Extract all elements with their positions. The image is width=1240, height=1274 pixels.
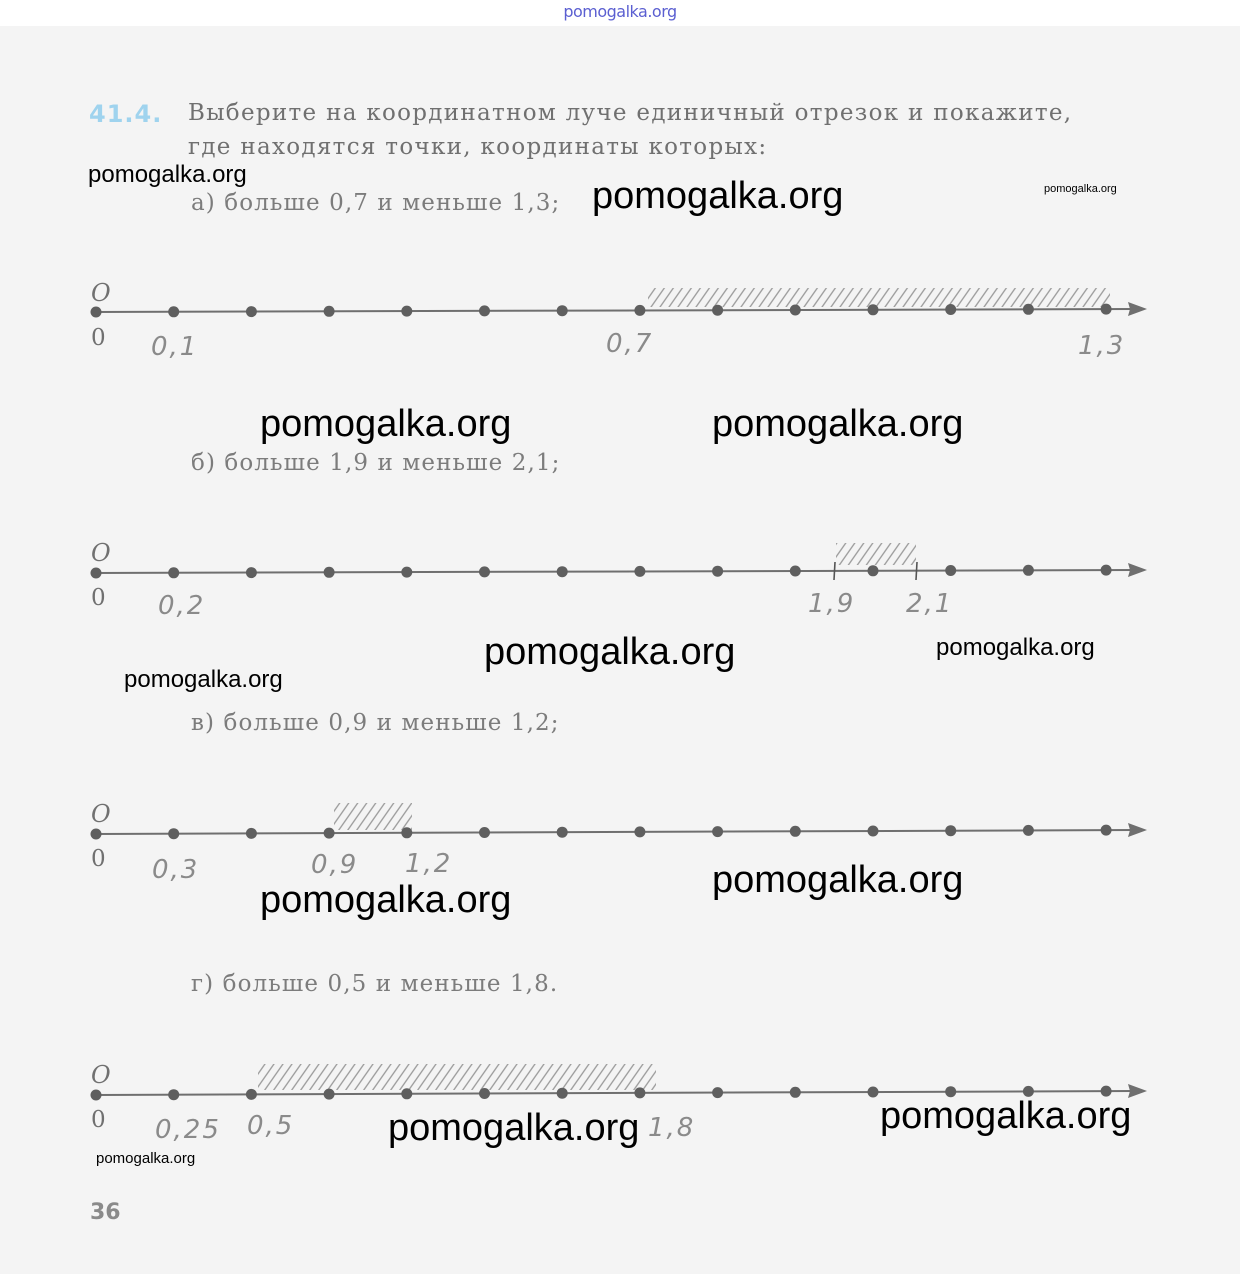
- watermark-9: pomogalka.org: [712, 859, 964, 901]
- axis-point: [868, 304, 879, 315]
- tick-2-1: [916, 562, 917, 580]
- axis-point: [401, 827, 412, 838]
- watermark-2: pomogalka.org: [592, 175, 844, 217]
- axis-point: [868, 826, 879, 837]
- axis-point: [324, 306, 335, 317]
- part-g-label: г) больше 0,5 и меньше 1,8.: [191, 971, 559, 997]
- watermark-13: pomogalka.org: [96, 1150, 196, 1167]
- axis-point: [945, 304, 956, 315]
- interval-hatch-v: [334, 803, 412, 830]
- axis-arrow-v: [1128, 823, 1147, 837]
- axis-point: [324, 1089, 335, 1100]
- axis-point: [712, 826, 723, 837]
- axis-point: [557, 305, 568, 316]
- part-b-label: б) больше 1,9 и меньше 2,1;: [191, 450, 561, 476]
- axis-point: [945, 565, 956, 576]
- origin-letter-v: O: [91, 800, 111, 828]
- axis-point: [168, 1089, 179, 1100]
- axis-point: [712, 566, 723, 577]
- axis-point: [168, 567, 179, 578]
- origin-letter-g: O: [91, 1061, 111, 1089]
- axis-point: [168, 306, 179, 317]
- watermark-7: pomogalka.org: [936, 634, 1095, 661]
- watermark-6: pomogalka.org: [484, 631, 736, 673]
- part-v-label: в) больше 0,9 и меньше 1,2;: [191, 710, 560, 736]
- axis-point: [634, 1087, 645, 1098]
- watermark-12: pomogalka.org: [388, 1107, 640, 1149]
- axis-point: [712, 305, 723, 316]
- axis-point: [634, 305, 645, 316]
- watermark-8: pomogalka.org: [124, 666, 283, 693]
- interval-hatch-b: [836, 543, 916, 565]
- axis-point: [91, 1090, 102, 1101]
- hand-label-a-2: 0,7: [606, 329, 654, 359]
- zero-label-b: 0: [91, 585, 106, 611]
- axis-point: [1023, 565, 1034, 576]
- problem-text-line1: Выберите на координатном луче единичный отрезок и покажите,: [188, 100, 1073, 126]
- axis-point: [479, 827, 490, 838]
- top-watermark: pomogalka.org: [563, 2, 677, 21]
- axis-point: [1023, 304, 1034, 315]
- axis-point: [790, 305, 801, 316]
- part-a-label: а) больше 0,7 и меньше 1,3;: [191, 190, 561, 216]
- axis-point: [1101, 565, 1112, 576]
- axis-point: [401, 306, 412, 317]
- problem-text-line2: где находятся точки, координаты которых:: [188, 134, 768, 160]
- axis-arrow-b: [1128, 563, 1147, 577]
- zero-label-g: 0: [91, 1107, 106, 1133]
- axis-point: [1101, 304, 1112, 315]
- watermark-4: pomogalka.org: [260, 403, 512, 445]
- hand-label-b-1: 0,2: [158, 591, 206, 621]
- origin-letter-a: O: [91, 279, 111, 307]
- interval-hatch-a: [648, 288, 1110, 307]
- axis-point: [1101, 825, 1112, 836]
- axis-point: [790, 1087, 801, 1098]
- watermark-3: pomogalka.org: [1044, 183, 1117, 195]
- number-line-b: [91, 539, 1148, 621]
- axis-point: [557, 566, 568, 577]
- zero-label-v: 0: [91, 846, 106, 872]
- axis-point: [91, 307, 102, 318]
- hand-label-v-2: 0,9: [311, 850, 359, 880]
- axis-point: [479, 1088, 490, 1099]
- watermark-1: pomogalka.org: [88, 161, 247, 188]
- axis-point: [557, 827, 568, 838]
- watermark-10: pomogalka.org: [260, 879, 512, 921]
- hand-label-b-3: 2,1: [906, 589, 954, 619]
- axis-point: [557, 1088, 568, 1099]
- axis-point: [324, 567, 335, 578]
- axis-point: [790, 566, 801, 577]
- axis-point: [401, 1088, 412, 1099]
- axis-point: [246, 567, 257, 578]
- page-number: 36: [90, 1200, 121, 1225]
- watermark-11: pomogalka.org: [880, 1095, 1132, 1137]
- hand-label-a-1: 0,1: [151, 332, 199, 362]
- axis-point: [324, 828, 335, 839]
- hand-label-g-3: 1,8: [648, 1113, 696, 1143]
- axis-point: [868, 565, 879, 576]
- watermark-5: pomogalka.org: [712, 403, 964, 445]
- axis-point: [634, 826, 645, 837]
- axis-point: [634, 566, 645, 577]
- axis-point: [91, 829, 102, 840]
- zero-label-a: 0: [91, 325, 106, 351]
- axis-point: [246, 828, 257, 839]
- axis-point: [246, 306, 257, 317]
- interval-hatch-g: [258, 1064, 656, 1090]
- axis-point: [479, 566, 490, 577]
- axis-point: [712, 1087, 723, 1098]
- axis-point: [91, 568, 102, 579]
- axis-point: [246, 1089, 257, 1100]
- axis-arrow-a: [1128, 302, 1147, 316]
- problem-number: 41.4.: [89, 100, 163, 128]
- hand-label-b-2: 1,9: [808, 589, 856, 619]
- hand-label-v-1: 0,3: [152, 855, 200, 885]
- axis-point: [790, 826, 801, 837]
- number-line-a: [91, 279, 1148, 362]
- axis-point: [1023, 825, 1034, 836]
- number-line-v: [91, 800, 1148, 885]
- axis-point: [945, 825, 956, 836]
- axis-point: [168, 828, 179, 839]
- hand-label-g-1: 0,25: [155, 1115, 221, 1145]
- axis-point: [401, 567, 412, 578]
- axis-point: [479, 305, 490, 316]
- hand-label-g-2: 0,5: [247, 1111, 295, 1141]
- origin-letter-b: O: [91, 539, 111, 567]
- axis-point: [868, 1087, 879, 1098]
- hand-label-v-3: 1,2: [405, 849, 453, 879]
- tick-1-9: [834, 562, 835, 580]
- hand-label-a-3: 1,3: [1078, 331, 1126, 361]
